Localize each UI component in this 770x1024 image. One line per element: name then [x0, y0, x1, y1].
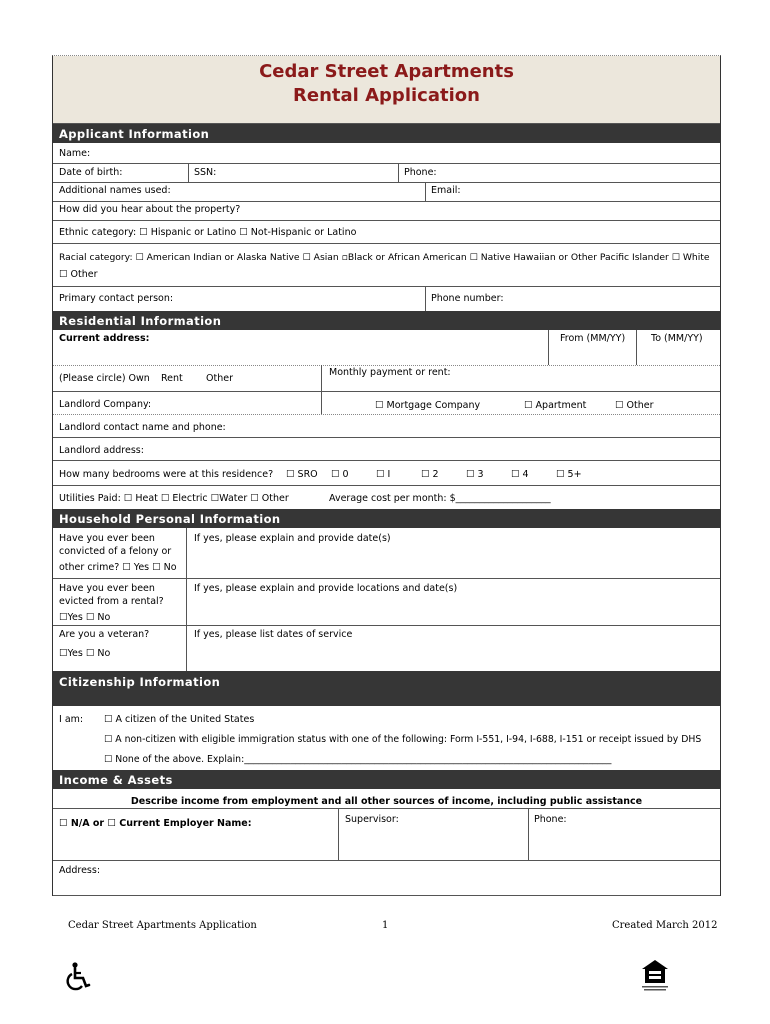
phone-number-label[interactable]: Phone number:	[431, 293, 504, 304]
evicted-question-1: Have you ever been	[59, 583, 155, 594]
hear-about-label[interactable]: How did you hear about the property?	[59, 204, 241, 215]
bedrooms-label: How many bedrooms were at this residence?	[59, 469, 274, 480]
felony-question-1: Have you ever been	[59, 533, 155, 544]
felony-explain-field[interactable]: If yes, please explain and provide date(s)	[194, 533, 391, 544]
non-citizen-option[interactable]: ☐ A non-citizen with eligible immigration status with one of the following: Form I-551, I-94, I-688, I-151 or receipt issued by DHS	[104, 734, 702, 745]
racial-other[interactable]: ☐ Other	[59, 269, 98, 280]
from-date-label[interactable]: From (MM/YY)	[560, 333, 626, 344]
other-option[interactable]: ☐ Other	[615, 400, 654, 411]
name-label[interactable]: Name:	[59, 148, 91, 159]
applicant-section-header: Applicant Information	[53, 124, 720, 143]
to-date-label[interactable]: To (MM/YY)	[651, 333, 703, 344]
income-description: Describe income from employment and all other sources of income, including public assistance	[130, 796, 643, 807]
landlord-contact-label[interactable]: Landlord contact name and phone:	[59, 422, 226, 433]
footer-left: Cedar Street Apartments Application	[68, 920, 257, 931]
veteran-yes-no[interactable]: ☐Yes ☐ No	[59, 648, 111, 659]
veteran-question: Are you a veteran?	[59, 629, 150, 640]
primary-contact-label[interactable]: Primary contact person:	[59, 293, 174, 304]
bedrooms-3[interactable]: ☐ 3	[466, 469, 484, 480]
ownership-other[interactable]: Other	[206, 373, 233, 384]
monthly-payment-label[interactable]: Monthly payment or rent:	[329, 367, 451, 378]
bedrooms-5-plus[interactable]: ☐ 5+	[556, 469, 582, 480]
ownership-circle-own[interactable]: (Please circle) Own	[59, 373, 150, 384]
ownership-rent[interactable]: Rent	[161, 373, 183, 384]
bedrooms-sro[interactable]: ☐ SRO	[286, 469, 318, 480]
employer-address-field[interactable]: Address:	[59, 865, 101, 876]
page-number: 1	[382, 920, 389, 931]
wheelchair-icon	[66, 962, 94, 992]
utilities-paid[interactable]: Utilities Paid: ☐ Heat ☐ Electric ☐Water ☐ Other	[59, 493, 289, 504]
current-address-label[interactable]: Current address:	[59, 333, 150, 344]
rental-application-form	[52, 55, 721, 896]
ethnic-category[interactable]: Ethnic category: ☐ Hispanic or Latino ☐ Not-Hispanic or Latino	[59, 227, 357, 238]
supervisor-field[interactable]: Supervisor:	[345, 814, 399, 825]
dob-label[interactable]: Date of birth:	[59, 167, 123, 178]
footer-right: Created March 2012	[612, 920, 718, 931]
none-of-above-option[interactable]: ☐ None of the above. Explain:_______________________________________________________________________________	[104, 754, 612, 765]
equal-housing-icon	[640, 958, 670, 994]
evicted-yes-no[interactable]: ☐Yes ☐ No	[59, 612, 111, 623]
felony-question-2: convicted of a felony or	[59, 546, 172, 557]
title-box	[53, 56, 720, 124]
mortgage-company-option[interactable]: ☐ Mortgage Company	[375, 400, 481, 411]
residential-section-header: Residential Information	[53, 311, 720, 330]
racial-category[interactable]: Racial category: ☐ American Indian or Alaska Native ☐ Asian ▫Black or African American ☐ Native Hawaiian or Other Pacific Islander ☐ White	[59, 252, 710, 263]
household-section-header: Household Personal Information	[53, 509, 720, 528]
evicted-explain-field[interactable]: If yes, please explain and provide locations and date(s)	[194, 583, 458, 594]
ssn-label[interactable]: SSN:	[194, 167, 217, 178]
citizenship-section-header: Citizenship Information	[53, 671, 720, 706]
i-am-label: I am:	[59, 714, 84, 725]
bedrooms-1[interactable]: ☐ I	[376, 469, 391, 480]
average-cost-field[interactable]: Average cost per month: $____________________	[329, 493, 551, 504]
income-section-header: Income & Assets	[53, 770, 720, 789]
employer-name-field[interactable]: ☐ N/A or ☐ Current Employer Name:	[59, 818, 252, 829]
bedrooms-2[interactable]: ☐ 2	[421, 469, 439, 480]
veteran-explain-field[interactable]: If yes, please list dates of service	[194, 629, 353, 640]
form-title: Cedar Street Apartments	[259, 61, 514, 82]
felony-yes-no[interactable]: other crime? ☐ Yes ☐ No	[59, 562, 177, 573]
email-label[interactable]: Email:	[431, 185, 461, 196]
landlord-address-label[interactable]: Landlord address:	[59, 445, 144, 456]
bedrooms-0[interactable]: ☐ 0	[331, 469, 349, 480]
evicted-question-2: evicted from a rental?	[59, 596, 164, 607]
employer-phone-field[interactable]: Phone:	[534, 814, 567, 825]
form-subtitle: Rental Application	[293, 85, 480, 106]
apartment-option[interactable]: ☐ Apartment	[524, 400, 587, 411]
additional-names-label[interactable]: Additional names used:	[59, 185, 171, 196]
landlord-company-label[interactable]: Landlord Company:	[59, 399, 152, 410]
bedrooms-4[interactable]: ☐ 4	[511, 469, 529, 480]
citizen-option[interactable]: ☐ A citizen of the United States	[104, 714, 255, 725]
phone-label[interactable]: Phone:	[404, 167, 437, 178]
